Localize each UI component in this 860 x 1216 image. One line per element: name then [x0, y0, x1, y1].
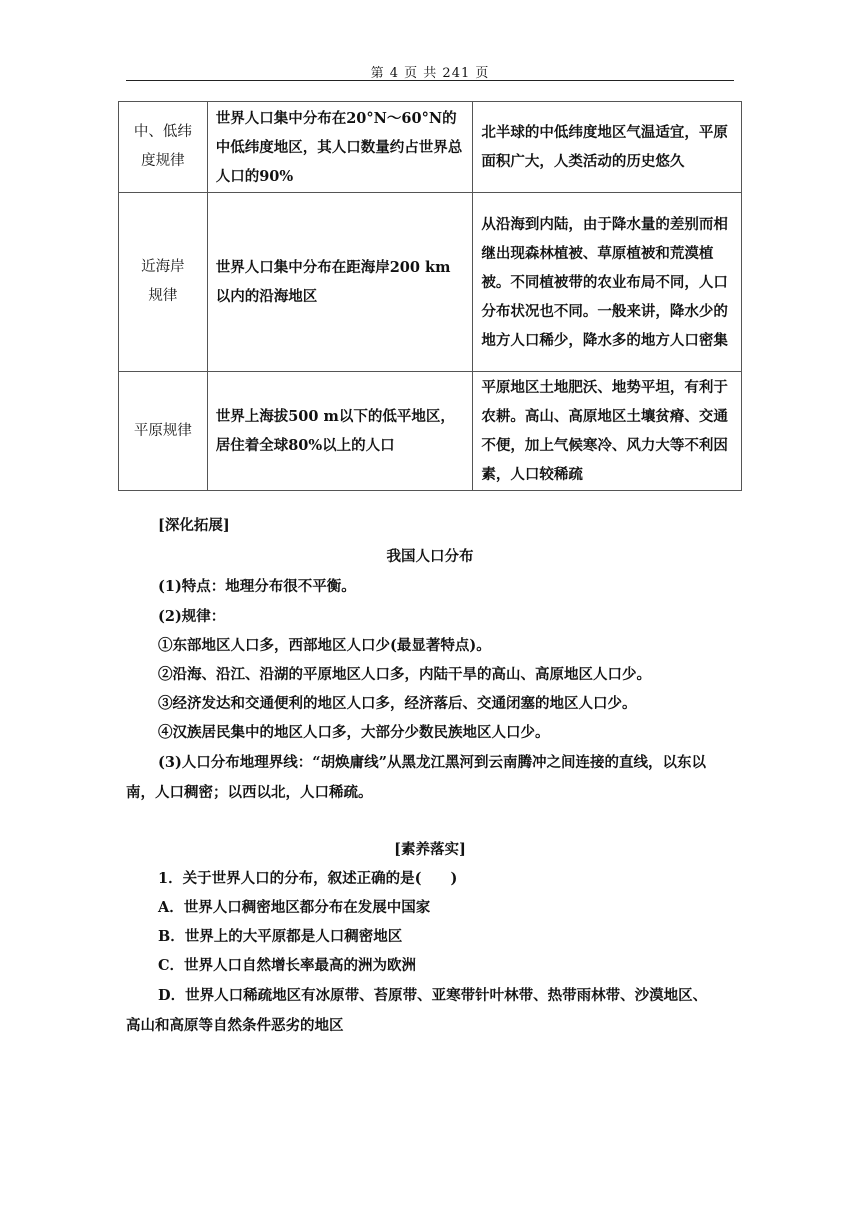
- rule-item: ③经济发达和交通便利的地区人口多，经济落后、交通闭塞的地区人口少。: [158, 695, 637, 712]
- rule-item: ④汉族居民集中的地区人口多，大部分少数民族地区人口少。: [158, 724, 550, 741]
- option-b: B．世界上的大平原都是人口稠密地区: [158, 928, 403, 945]
- rule-name-line: 度规律: [141, 153, 185, 169]
- rules-paragraph: (2)规律：: [158, 608, 226, 625]
- option-d: D．世界人口稀疏地区有冰原带、苔原带、亚寒带针叶林带、热带雨林带、沙漠地区、: [158, 987, 708, 1004]
- feature-paragraph: (1)特点：地理分布很不平衡。: [158, 578, 356, 595]
- population-distribution-table: [118, 101, 742, 491]
- rule-pattern-cell: 世界上海拔500 m以下的低平地区，居住着全球80%以上的人口: [207, 372, 473, 491]
- option-a: A．世界人口稠密地区都分布在发展中国家: [158, 899, 431, 916]
- rule-name-line: 近海岸: [141, 259, 185, 275]
- rule-name-cell: [119, 102, 208, 193]
- rule-pattern-cell: 世界人口集中分布在距海岸200 km以内的沿海地区: [207, 193, 473, 372]
- practice-heading: [素养落实]: [394, 841, 466, 858]
- rule-name-line: 平原规律: [133, 422, 192, 439]
- header-divider: [126, 80, 734, 81]
- table-row: [119, 102, 742, 193]
- rule-reason-cell: 北半球的中低纬度地区气温适宜，平原面积广大，人类活动的历史悠久: [473, 102, 742, 193]
- deepen-heading: [深化拓展]: [158, 517, 230, 534]
- section-title: 我国人口分布: [386, 548, 474, 565]
- option-c: C．世界人口自然增长率最高的洲为欧洲: [158, 957, 417, 974]
- rule-name-cell: [119, 193, 208, 372]
- rule-pattern-cell: 世界人口集中分布在20°N～60°N的中低纬度地区，其人口数量约占世界总人口的90%: [207, 102, 473, 193]
- rule-item: ②沿海、沿江、沿湖的平原地区人口多，内陆干旱的高山、高原地区人口少。: [158, 666, 651, 683]
- boundary-paragraph: (3)人口分布地理界线：“胡焕庸线”从黑龙江黑河到云南腾冲之间连接的直线，以东以: [158, 754, 706, 771]
- rule-item: ①东部地区人口多，西部地区人口少(最显著特点)。: [158, 637, 491, 654]
- option-d-cont: 高山和高原等自然条件恶劣的地区: [126, 1017, 344, 1034]
- table-row: [119, 193, 742, 372]
- table-row: [119, 372, 742, 491]
- rule-reason-cell: 从沿海到内陆，由于降水量的差别而相继出现森林植被、草原植被和荒漠植被。不同植被带的农业布局不同，人口分布状况也不同。一般来讲，降水少的地方人口稀少，降水多的地方人口密集: [473, 193, 742, 372]
- page-header: 第 4 页 共 241 页: [370, 66, 490, 81]
- rule-name-cell: [119, 372, 208, 491]
- rule-name-line: 规律: [148, 288, 178, 304]
- question-stem: 1．关于世界人口的分布，叙述正确的是( ): [158, 870, 458, 887]
- rule-name-line: 中、低纬: [133, 124, 192, 140]
- boundary-paragraph-cont: 南，人口稠密；以西以北，人口稀疏。: [126, 784, 373, 801]
- rule-reason-cell: 平原地区土地肥沃、地势平坦，有利于农耕。高山、高原地区土壤贫瘠、交通不便，加上气候寒冷、风力大等不利因素，人口较稀疏: [473, 372, 742, 491]
